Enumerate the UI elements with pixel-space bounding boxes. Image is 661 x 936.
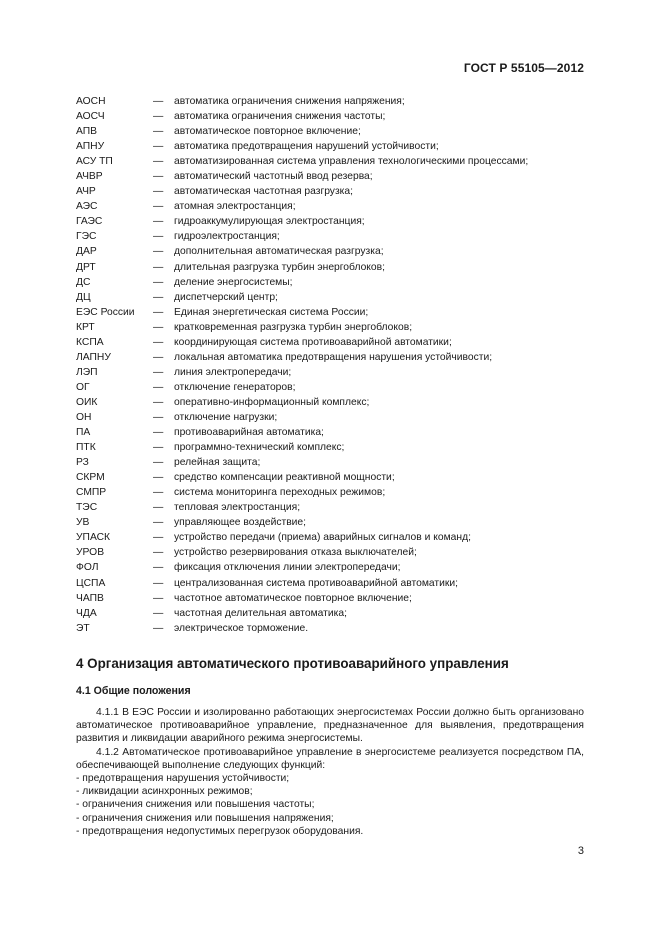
- function-list-item: - ограничения снижения или повышения частоты;: [76, 799, 315, 811]
- abbreviation-definition: противоаварийная автоматика;: [174, 427, 324, 439]
- abbreviation-definition: управляющее воздействие;: [174, 517, 307, 529]
- abbreviation-row: [76, 260, 596, 275]
- abbreviation-row: [76, 335, 596, 350]
- page-number: 3: [577, 845, 584, 857]
- abbreviation-term: ЛАПНУ: [76, 351, 111, 363]
- paragraph-4-1-2: 4.1.2 Автоматическое противоаварийное управление в энергосистеме реализуется посредством ПА, обеспечивающей выполнение следующих функций:: [76, 746, 584, 771]
- abbreviation-row: [76, 244, 596, 259]
- dash: —: [153, 141, 164, 153]
- dash: —: [153, 171, 164, 183]
- abbreviation-row: [76, 94, 596, 109]
- dash: —: [153, 487, 164, 499]
- abbreviation-definition: устройство передачи (приема) аварийных сигналов и команд;: [174, 532, 471, 544]
- abbreviation-definition: фиксация отключения линии электропередачи;: [174, 562, 401, 574]
- dash: —: [153, 562, 164, 574]
- abbreviation-definition: частотное автоматическое повторное включение;: [174, 592, 412, 604]
- abbreviation-definition: оперативно-информационный комплекс;: [174, 396, 370, 408]
- abbreviation-definition: координирующая система противоаварийной автоматики;: [174, 336, 452, 348]
- abbreviation-term: ГЭС: [76, 231, 97, 243]
- abbreviation-row: [76, 606, 596, 621]
- dash: —: [153, 186, 164, 198]
- dash: —: [153, 381, 164, 393]
- abbreviation-term: АЭС: [76, 201, 98, 213]
- section-title: 4 Организация автоматического противоаварийного управления: [76, 656, 509, 671]
- abbreviation-definition: атомная электростанция;: [174, 201, 296, 213]
- dash: —: [153, 246, 164, 258]
- abbreviation-row: [76, 425, 596, 440]
- dash: —: [153, 276, 164, 288]
- dash: —: [153, 231, 164, 243]
- dash: —: [153, 321, 164, 333]
- abbreviation-term: РЗ: [76, 457, 89, 469]
- abbreviation-definition: система мониторинга переходных режимов;: [174, 487, 386, 499]
- dash: —: [153, 607, 164, 619]
- subsection-title: 4.1 Общие положения: [76, 685, 191, 697]
- abbreviation-term: АПНУ: [76, 141, 105, 153]
- abbreviation-row: [76, 545, 596, 560]
- dash: —: [153, 442, 164, 454]
- dash: —: [153, 532, 164, 544]
- abbreviation-definition: дополнительная автоматическая разгрузка;: [174, 246, 384, 258]
- abbreviation-term: УРОВ: [76, 547, 105, 559]
- dash: —: [153, 547, 164, 559]
- abbreviation-row: [76, 169, 596, 184]
- abbreviation-row: [76, 455, 596, 470]
- abbreviation-definition: автоматическая частотная разгрузка;: [174, 186, 353, 198]
- abbreviation-definition: автоматизированная система управления технологическими процессами;: [174, 156, 529, 168]
- abbreviation-definition: средство компенсации реактивной мощности;: [174, 472, 395, 484]
- abbreviation-definition: тепловая электростанция;: [174, 502, 301, 514]
- dash: —: [153, 411, 164, 423]
- abbreviation-row: [76, 320, 596, 335]
- dash: —: [153, 96, 164, 107]
- abbreviation-row: [76, 380, 596, 395]
- abbreviation-definition: программно-технический комплекс;: [174, 442, 345, 454]
- abbreviation-term: АОСН: [76, 96, 106, 107]
- abbreviation-row: [76, 560, 596, 575]
- abbreviation-row: [76, 275, 596, 290]
- abbreviation-definition: релейная защита;: [174, 457, 261, 469]
- abbreviation-term: ТЭС: [76, 502, 98, 514]
- abbreviation-term: СМПР: [76, 487, 107, 499]
- abbreviation-definition: гидроаккумулирующая электростанция;: [174, 216, 365, 228]
- abbreviation-definition: централизованная система противоаварийной автоматики;: [174, 577, 458, 589]
- abbreviation-definition: отключение нагрузки;: [174, 411, 278, 423]
- abbreviation-term: ПА: [76, 427, 91, 439]
- dash: —: [153, 261, 164, 273]
- abbreviation-term: ДЦ: [76, 291, 91, 303]
- abbreviation-definition: кратковременная разгрузка турбин энергоблоков;: [174, 321, 413, 333]
- function-list-item: - ограничения снижения или повышения напряжения;: [76, 812, 334, 824]
- abbreviation-term: ЕЭС России: [76, 306, 135, 318]
- abbreviation-row: [76, 365, 596, 380]
- abbreviation-row: [76, 229, 596, 244]
- abbreviation-row: [76, 305, 596, 320]
- abbreviation-row: [76, 515, 596, 530]
- abbreviation-row: [76, 184, 596, 199]
- abbreviation-row: [76, 214, 596, 229]
- abbreviation-term: ГАЭС: [76, 216, 103, 228]
- dash: —: [153, 472, 164, 484]
- abbreviation-term: ЛЭП: [76, 366, 98, 378]
- abbreviation-term: ЭТ: [76, 622, 90, 634]
- dash: —: [153, 156, 164, 168]
- abbreviation-definition: частотная делительная автоматика;: [174, 607, 347, 619]
- dash: —: [153, 201, 164, 213]
- dash: —: [153, 457, 164, 469]
- dash: —: [153, 502, 164, 514]
- abbreviation-definition: гидроэлектростанция;: [174, 231, 280, 243]
- abbreviation-term: УВ: [76, 517, 90, 529]
- abbreviation-term: УПАСК: [76, 532, 111, 544]
- abbreviation-term: АЧВР: [76, 171, 103, 183]
- abbreviation-definition: длительная разгрузка турбин энергоблоков;: [174, 261, 385, 273]
- abbreviation-term: КСПА: [76, 336, 104, 348]
- abbreviation-term: ЧАПВ: [76, 592, 104, 604]
- abbreviation-row: [76, 199, 596, 214]
- dash: —: [153, 622, 164, 634]
- abbreviation-row: [76, 154, 596, 169]
- abbreviation-term: ОИК: [76, 396, 98, 408]
- abbreviation-term: АЧР: [76, 186, 96, 198]
- abbreviation-row: [76, 395, 596, 410]
- dash: —: [153, 351, 164, 363]
- abbreviation-row: [76, 576, 596, 591]
- abbreviation-definition: диспетчерский центр;: [174, 291, 278, 303]
- abbreviation-definition: линия электропередачи;: [174, 366, 292, 378]
- dash: —: [153, 592, 164, 604]
- abbreviation-row: [76, 485, 596, 500]
- function-list-item: - предотвращения нарушения устойчивости;: [76, 773, 290, 785]
- section-body: [76, 706, 584, 838]
- paragraph-4-1-1: 4.1.1 В ЕЭС России и изолированно работающих энергосистемах России должно быть организовано автоматическое противоаварийное управление, предназначенное для выявления, предотвращения развития и ликвидации аварийного режима энергосистемы.: [76, 707, 584, 745]
- abbreviation-row: [76, 500, 596, 515]
- abbreviation-row: [76, 621, 596, 636]
- function-list-item: - предотвращения недопустимых перегрузок оборудования.: [76, 825, 364, 837]
- dash: —: [153, 577, 164, 589]
- abbreviation-term: ДРТ: [76, 261, 96, 273]
- dash: —: [153, 126, 164, 138]
- abbreviation-row: [76, 410, 596, 425]
- dash: —: [153, 216, 164, 228]
- abbreviation-term: КРТ: [76, 321, 95, 333]
- abbreviation-definition: автоматический частотный ввод резерва;: [174, 171, 373, 183]
- abbreviation-term: ДС: [76, 276, 91, 288]
- abbreviation-definition: автоматика ограничения снижения напряжения;: [174, 96, 405, 107]
- abbreviation-definition: автоматика ограничения снижения частоты;: [174, 111, 386, 123]
- abbreviation-term: ПТК: [76, 442, 96, 454]
- abbreviation-term: ЦСПА: [76, 577, 106, 589]
- abbreviation-term: ФОЛ: [76, 562, 99, 574]
- dash: —: [153, 291, 164, 303]
- abbreviation-term: АПВ: [76, 126, 98, 138]
- abbreviation-term: ДАР: [76, 246, 97, 258]
- abbreviation-term: АОСЧ: [76, 111, 105, 123]
- document-header: ГОСТ Р 55105—2012: [463, 61, 584, 75]
- abbreviation-list: [76, 94, 596, 636]
- abbreviation-term: СКРМ: [76, 472, 105, 484]
- dash: —: [153, 111, 164, 123]
- dash: —: [153, 396, 164, 408]
- abbreviation-row: [76, 470, 596, 485]
- abbreviation-definition: Единая энергетическая система России;: [174, 306, 369, 318]
- dash: —: [153, 366, 164, 378]
- abbreviation-row: [76, 530, 596, 545]
- abbreviation-row: [76, 139, 596, 154]
- abbreviation-definition: автоматическое повторное включение;: [174, 126, 361, 138]
- abbreviation-definition: локальная автоматика предотвращения нарушения устойчивости;: [174, 351, 493, 363]
- dash: —: [153, 306, 164, 318]
- abbreviation-row: [76, 124, 596, 139]
- abbreviation-term: ЧДА: [76, 607, 97, 619]
- dash: —: [153, 427, 164, 439]
- function-list-item: - ликвидации асинхронных режимов;: [76, 786, 253, 798]
- abbreviation-term: ОН: [76, 411, 92, 423]
- abbreviation-row: [76, 290, 596, 305]
- abbreviation-row: [76, 109, 596, 124]
- abbreviation-term: АСУ ТП: [76, 156, 113, 168]
- abbreviation-definition: устройство резервирования отказа выключателей;: [174, 547, 417, 559]
- abbreviation-definition: деление энергосистемы;: [174, 276, 293, 288]
- dash: —: [153, 336, 164, 348]
- abbreviation-definition: электрическое торможение.: [174, 622, 309, 634]
- abbreviation-row: [76, 440, 596, 455]
- dash: —: [153, 517, 164, 529]
- abbreviation-definition: отключение генераторов;: [174, 381, 296, 393]
- abbreviation-row: [76, 591, 596, 606]
- abbreviation-definition: автоматика предотвращения нарушений устойчивости;: [174, 141, 439, 153]
- abbreviation-row: [76, 350, 596, 365]
- abbreviation-term: ОГ: [76, 381, 90, 393]
